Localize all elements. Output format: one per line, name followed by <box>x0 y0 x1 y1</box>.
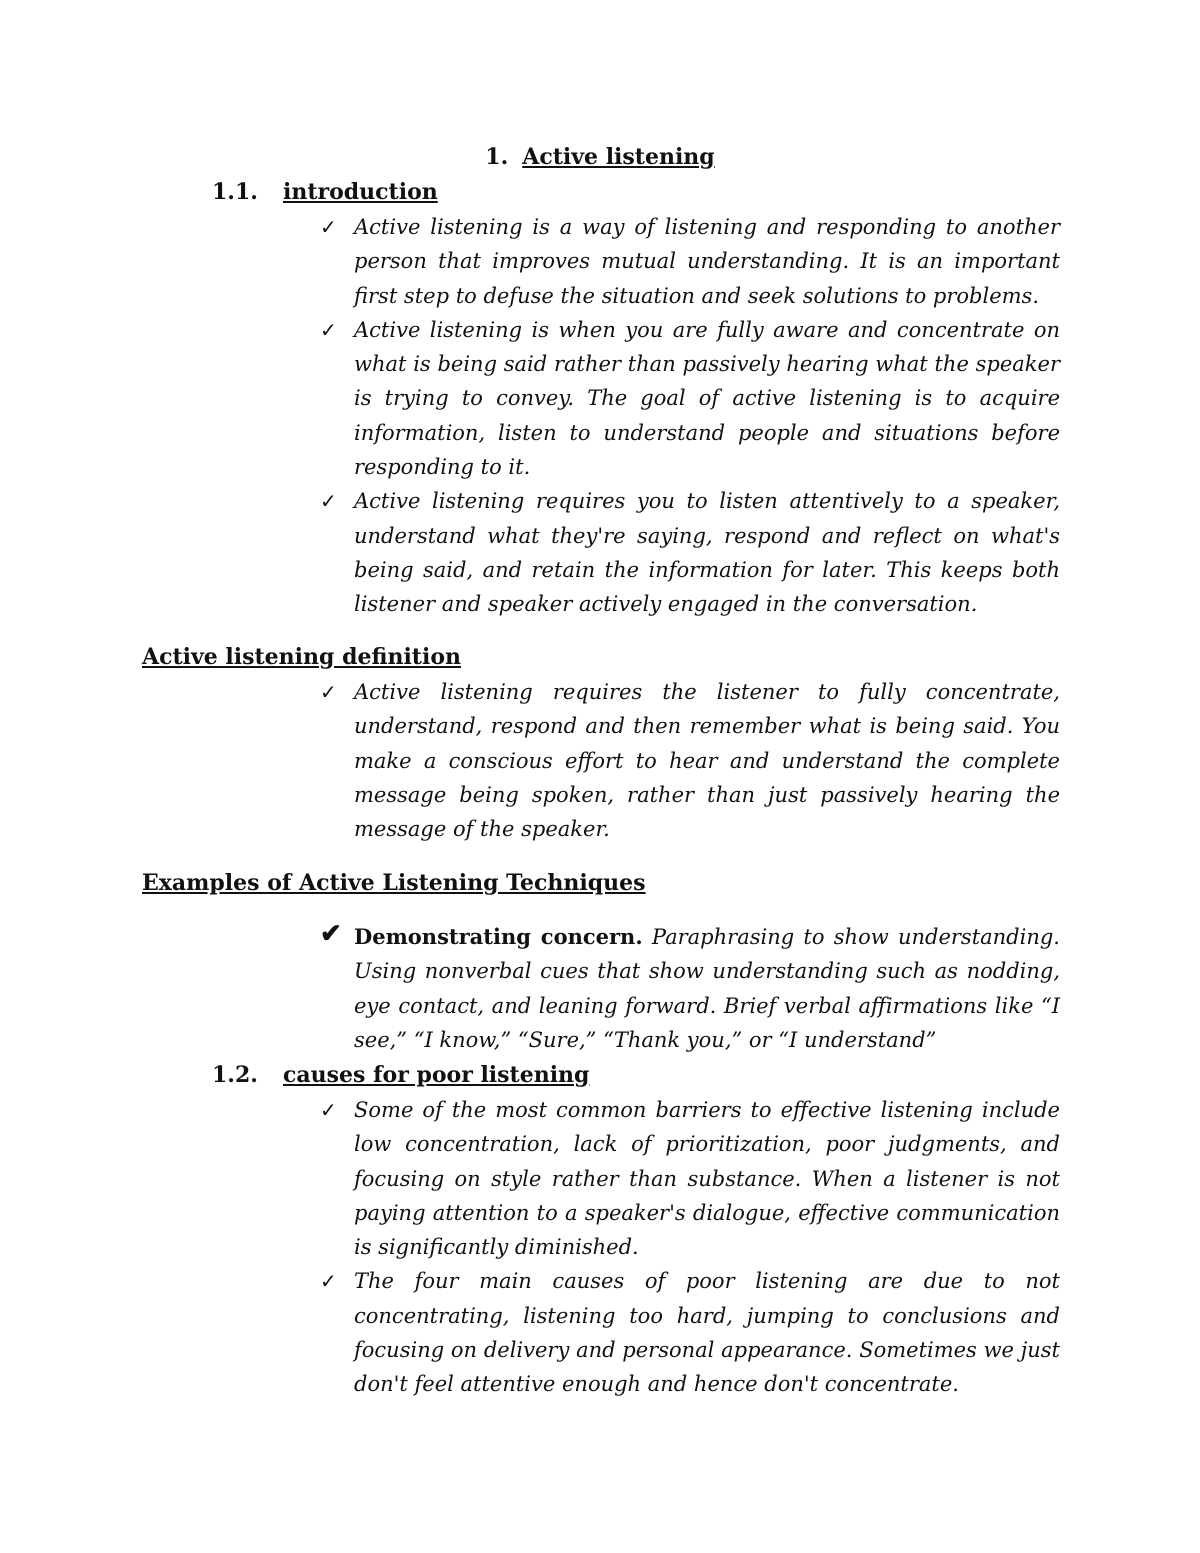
section-1-2-heading <box>212 1060 589 1090</box>
section-1-1-heading <box>212 177 438 207</box>
checkmark-icon: ✓ <box>320 1098 337 1122</box>
section-1-2-title: causes for poor listening <box>283 1062 590 1088</box>
definition-heading: Active listening definition <box>142 644 461 670</box>
section-1-1-title: introduction <box>283 179 438 205</box>
checkmark-icon: ✔ <box>320 919 342 949</box>
list-item <box>320 210 1060 313</box>
title-number: 1. <box>485 144 509 170</box>
bullet-text: Some of the most common barriers to effective listening include low concentration, lack of prioritization, poor judgments, and focusing on style rather than substance. When a listener is not paying attention to a speaker's dialogue, effective communication is significantly diminished. <box>354 1098 1060 1260</box>
list-item <box>320 313 1060 484</box>
section-1-2-bullets <box>320 1093 1060 1402</box>
list-item <box>320 484 1060 621</box>
checkmark-icon: ✓ <box>320 1269 337 1294</box>
examples-heading: Examples of Active Listening Techniques <box>142 870 646 896</box>
bullet-text: Active listening requires you to listen attentively to a speaker, understand what they're saying, respond and reflect on what's being said, and retain the information for later. This keeps both listener and speaker actively engaged in the conversation. <box>354 489 1060 617</box>
checkmark-icon: ✓ <box>320 489 337 514</box>
checkmark-icon: ✓ <box>320 680 337 704</box>
checkmark-icon: ✓ <box>320 317 337 342</box>
bullet-lead: Demonstrating concern. <box>354 924 643 949</box>
checkmark-icon: ✓ <box>320 215 337 239</box>
bullet-text: Active listening requires the listener to fully concentrate, understand, respond and then remember what is being said. You make a conscious effort to hear and understand the complete message being spoken, rather than just passively hearing the message of the speaker. <box>354 680 1060 842</box>
section-1-1-number: 1.1. <box>212 179 258 205</box>
bullet-text: Active listening is when you are fully aware and concentrate on what is being said rather than passively hearing what the speaker is trying to convey. The goal of active listening is to acquire information, listen to understand people and situations before responding to it. <box>354 317 1060 480</box>
bullet-text: Paraphrasing to show understanding. Using nonverbal cues that show understanding such as nodding, eye contact, and leaning forward. Brief verbal affirmations like “I see,” “I know,” “Sure,” “Thank you,” or “I understand” <box>354 925 1060 1052</box>
bullet-text: The four main causes of poor listening are due to not concentrating, listening too hard, jumping to conclusions and focusing on delivery and personal appearance. Sometimes we just don't feel attentive enough and hence don't concentrate. <box>354 1269 1060 1397</box>
list-item <box>320 920 1060 1057</box>
section-1-1-bullets <box>320 210 1060 622</box>
section-1-2-number: 1.2. <box>212 1062 258 1088</box>
definition-bullets <box>320 675 1060 846</box>
examples-bullets <box>320 920 1060 1057</box>
list-item <box>320 1264 1060 1401</box>
bullet-text: Active listening is a way of listening and responding to another person that improves mutual understanding. It is an important first step to defuse the situation and seek solutions to problems. <box>354 215 1060 308</box>
list-item <box>320 1093 1060 1264</box>
title-text: Active listening <box>522 144 715 170</box>
document-title <box>0 142 1200 172</box>
list-item <box>320 675 1060 846</box>
